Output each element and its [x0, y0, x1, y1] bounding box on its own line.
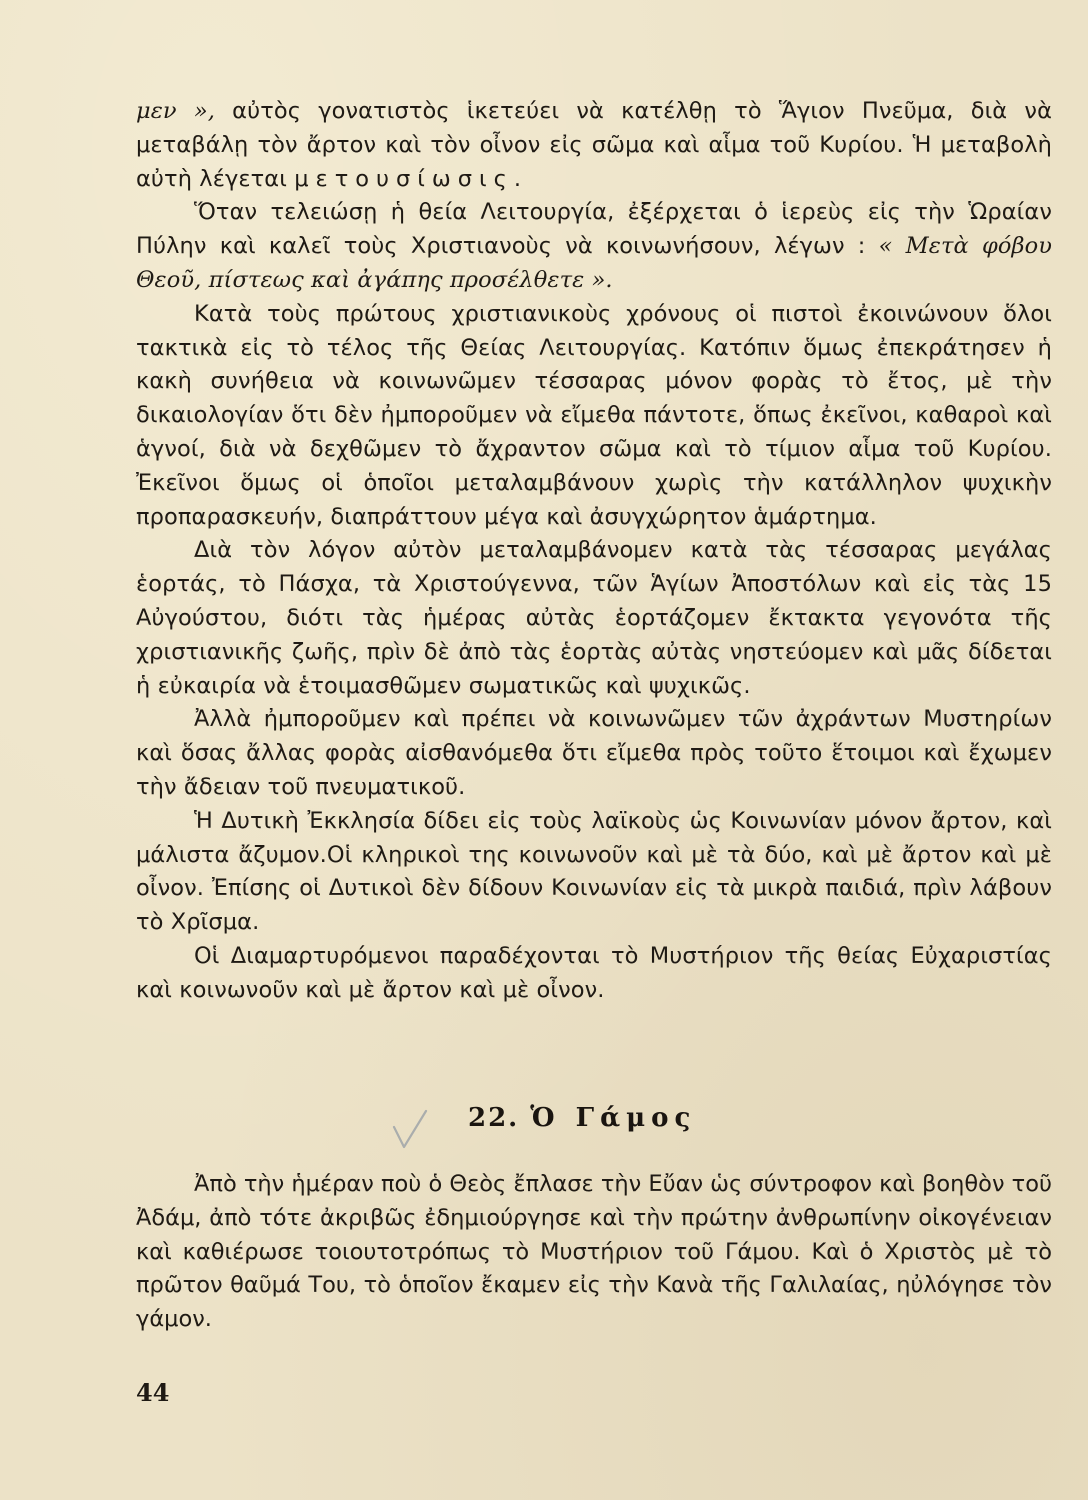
pencil-check-mark-icon — [390, 1107, 430, 1151]
italic-fragment: μεν », — [136, 98, 215, 124]
chapter-number: 22. — [468, 1103, 520, 1133]
paragraph-2-text: Ὅταν τελειώσῃ ἡ θεία Λειτουργία, ἐξέρχεται ὁ ἱερεὺς εἰς τὴν Ὡραίαν Πύλην καὶ καλεῖ τοὺς Χριστιανοὺς νὰ κοινωνήσουν, λέγων : — [136, 199, 1052, 260]
paragraph-3: Κατὰ τοὺς πρώτους χριστιανικοὺς χρόνους οἱ πιστοὶ ἐκοινώνουν ὅλοι τακτικὰ εἰς τὸ τέλος τῆς Θείας Λειτουργίας. Κατόπιν ὅμως ἐπεκράτησεν ἡ κακὴ συνήθεια νὰ κοινωνῶμεν τέσσαρας μόνον φορὰς τὸ ἔτος, μὲ τὴν δικαιολογίαν ὅτι δὲν ἠμποροῦμεν νὰ εἴμεθα πάντοτε, ὅπως ἐκεῖνοι, καθαροὶ καὶ ἁγνοί, διὰ νὰ δεχθῶμεν τὸ ἄχραντον σῶμα καὶ τὸ τίμιον αἷμα τοῦ Κυρίου. Ἐκεῖνοι ὅμως οἱ ὁποῖοι μεταλαμβάνουν χωρὶς τὴν κατάλληλον ψυχικὴν προπαρασκευήν, διαπράττουν μέγα καὶ ἀσυγχώρητον ἁμάρτημα. — [136, 300, 1052, 530]
paragraph-4: Διὰ τὸν λόγον αὐτὸν μεταλαμβάνομεν κατὰ τὰς τέσσαρας μεγάλας ἑορτάς, τὸ Πάσχα, τὰ Χριστούγεννα, τῶν Ἁγίων Ἀποστόλων καὶ εἰς τὰς 15 Αὐγούστου, διότι τὰς ἡμέρας αὐτὰς ἑορτάζομεν ἔκτακτα γεγονότα τῆς χριστιανικῆς ζωῆς, πρὶν δὲ ἀπὸ τὰς ἑορτὰς αὐτὰς νηστεύομεν καὶ μᾶς δίδεται ἡ εὐκαιρία νὰ ἑτοιμασθῶμεν σωματικῶς καὶ ψυχικῶς. — [136, 537, 1052, 699]
liturgical-quote: « Μετὰ φόβου Θεοῦ, πίστεως καὶ ἀγάπης προσέλθετε ». — [136, 233, 1052, 293]
chapter-title — [468, 1103, 696, 1133]
spaced-term: μετουσίωσις. — [294, 165, 528, 192]
body-text-top — [136, 95, 1052, 1008]
section-heading — [390, 1103, 810, 1153]
page-number: 44 — [136, 1378, 170, 1407]
paragraph-5: Ἀλλὰ ἠμποροῦμεν καὶ πρέπει νὰ κοινωνῶμεν τῶν ἀχράντων Μυστηρίων καὶ ὅσας ἄλλας φορὰς αἰσθανόμεθα ὅτι εἴμεθα πρὸς τοῦτο ἕτοιμοι καὶ ἔχωμεν τὴν ἄδειαν τοῦ πνευματικοῦ. — [136, 706, 1052, 800]
body-text-bottom — [136, 1168, 1052, 1337]
paragraph-2 — [136, 196, 1052, 297]
chapter-name: Ὁ Γάμος — [530, 1103, 697, 1133]
paragraph-7: Οἱ Διαμαρτυρόμενοι παραδέχονται τὸ Μυστήριον τῆς θείας Εὐχαριστίας καὶ κοινωνοῦν καὶ μὲ ἄρτον καὶ μὲ οἶνον. — [136, 942, 1052, 1003]
paragraph-1-text: αὐτὸς γονατιστὸς ἱκετεύει νὰ κατέλθῃ τὸ Ἅγιον Πνεῦμα, διὰ νὰ μεταβάλῃ τὸν ἄρτον καὶ τὸν οἶνον εἰς σῶμα καὶ αἷμα τοῦ Κυρίου. Ἡ μεταβολὴ αὐτὴ λέγεται — [136, 98, 1052, 192]
paragraph-1 — [136, 95, 1052, 196]
paragraph-6: Ἡ Δυτικὴ Ἐκκλησία δίδει εἰς τοὺς λαϊκοὺς ὡς Κοινωνίαν μόνον ἄρτον, καὶ μάλιστα ἄζυμον.Οἱ κληρικοὶ της κοινωνοῦν καὶ μὲ τὰ δύο, καὶ μὲ ἄρτον καὶ μὲ οἶνον. Ἐπίσης οἱ Δυτικοὶ δὲν δίδουν Κοινωνίαν εἰς τὰ μικρὰ παιδιά, πρὶν λάβουν τὸ Χρῖσμα. — [136, 807, 1052, 936]
paragraph-marriage: Ἀπὸ τὴν ἡμέραν ποὺ ὁ Θεὸς ἔπλασε τὴν Εὔαν ὡς σύντροφον καὶ βοηθὸν τοῦ Ἀδάμ, ἀπὸ τότε ἀκριβῶς ἐδημιούργησε καὶ τὴν πρώτην ἀνθρωπίνην οἰκογένειαν καὶ καθιέρωσε τοιουτοτρόπως τὸ Μυστήριον τοῦ Γάμου. Καὶ ὁ Χριστὸς μὲ τὸ πρῶτον θαῦμά Του, τὸ ὁποῖον ἔκαμεν εἰς τὴν Κανὰ τῆς Γαλιλαίας, ηὐλόγησε τὸν γάμον. — [136, 1171, 1052, 1333]
